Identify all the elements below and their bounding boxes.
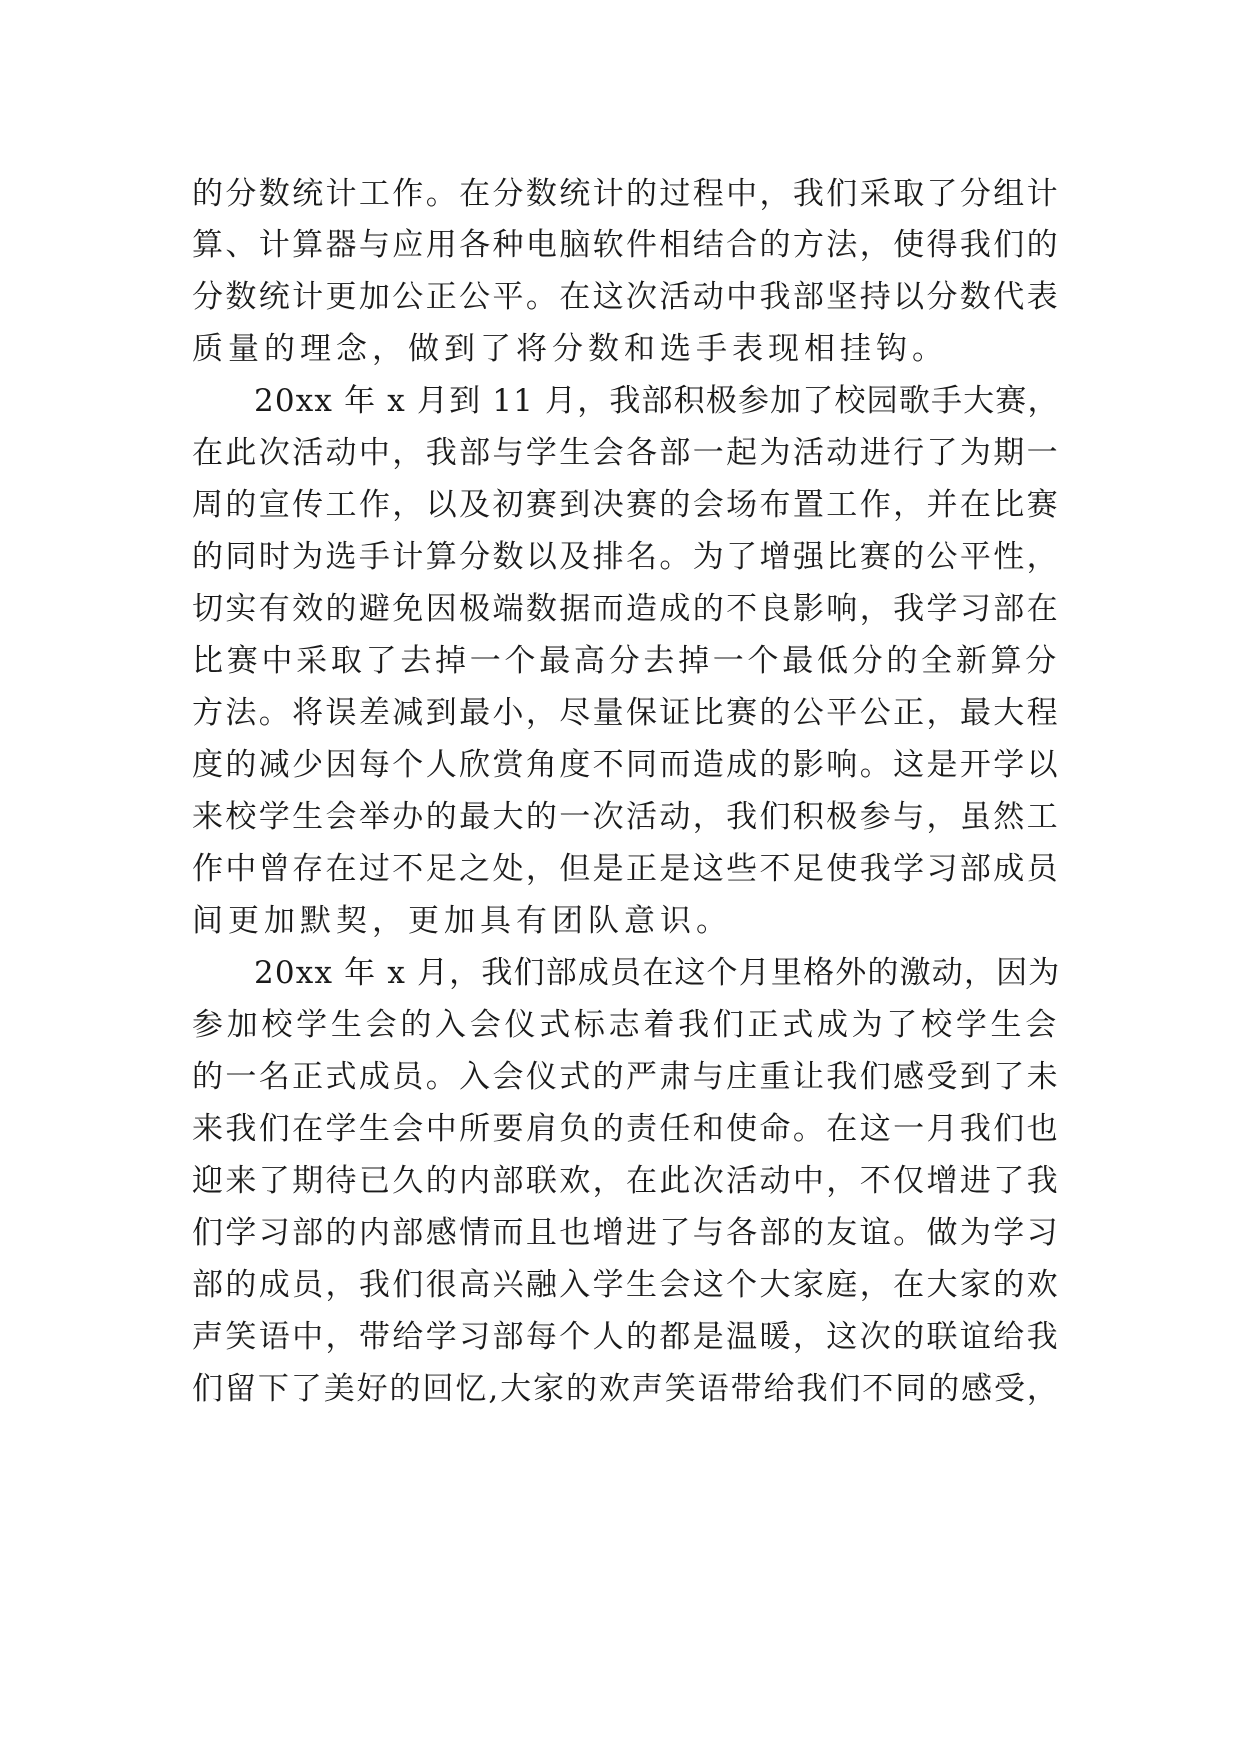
text-line: 周的宣传工作，以及初赛到决赛的会场布置工作，并在比赛 [192,487,1060,523]
text-line: 们留下了美好的回忆,大家的欢声笑语带给我们不同的感受， [192,1371,1060,1407]
text-line: 间更加默契，更加具有团队意识。 [192,903,732,939]
paragraph-first-line: 20xx 年 x 月，我们部成员在这个月里格外的激动，因为 [254,955,1061,991]
text-line: 的分数统计工作。在分数统计的过程中，我们采取了分组计 [192,176,1060,212]
text-line: 度的减少因每个人欣赏角度不同而造成的影响。这是开学以 [192,747,1060,783]
text-line: 迎来了期待已久的内部联欢，在此次活动中，不仅增进了我 [192,1163,1060,1199]
text-line: 来校学生会举办的最大的一次活动，我们积极参与，虽然工 [192,799,1060,835]
paragraph-first-line: 20xx 年 x 月到 11 月，我部积极参加了校园歌手大赛， [254,383,1060,419]
text-line: 切实有效的避免因极端数据而造成的不良影响，我学习部在 [192,591,1060,627]
text-line: 们学习部的内部感情而且也增进了与各部的友谊。做为学习 [192,1215,1060,1251]
text-line: 分数统计更加公正公平。在这次活动中我部坚持以分数代表 [192,279,1060,315]
text-line: 比赛中采取了去掉一个最高分去掉一个最低分的全新算分 [192,643,1060,679]
text-line: 的一名正式成员。入会仪式的严肃与庄重让我们感受到了未 [192,1059,1060,1095]
text-line: 方法。将误差减到最小，尽量保证比赛的公平公正，最大程 [192,695,1060,731]
text-line: 作中曾存在过不足之处，但是正是这些不足使我学习部成员 [192,851,1060,887]
text-line: 质量的理念，做到了将分数和选手表现相挂钩。 [192,331,948,367]
text-line: 部的成员，我们很高兴融入学生会这个大家庭，在大家的欢 [192,1267,1060,1303]
text-line: 的同时为选手计算分数以及排名。为了增强比赛的公平性， [192,539,1060,575]
text-line: 在此次活动中，我部与学生会各部一起为活动进行了为期一 [192,435,1060,471]
text-line: 声笑语中，带给学习部每个人的都是温暖，这次的联谊给我 [192,1319,1060,1355]
text-line: 来我们在学生会中所要肩负的责任和使命。在这一月我们也 [192,1111,1060,1147]
text-line: 参加校学生会的入会仪式标志着我们正式成为了校学生会 [192,1007,1060,1043]
text-line: 算、计算器与应用各种电脑软件相结合的方法，使得我们的 [192,227,1060,263]
